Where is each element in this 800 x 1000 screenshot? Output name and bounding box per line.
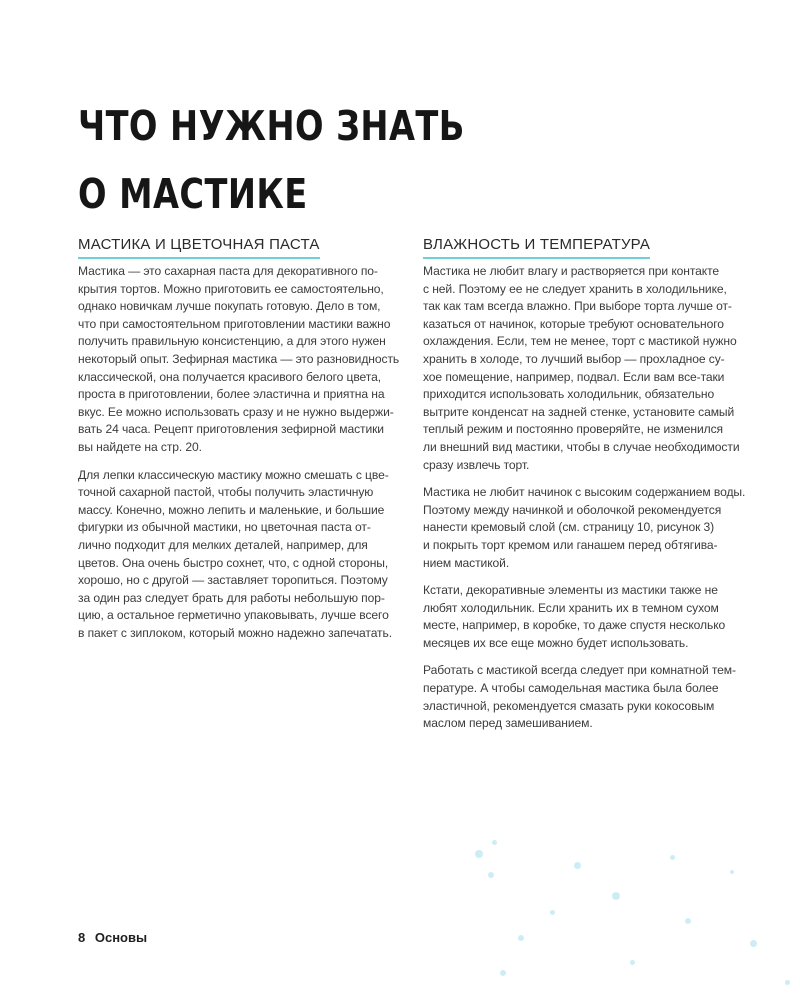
text-line: точной сахарной пастой, чтобы получить эластичную <box>78 485 374 500</box>
text-line: проста в приготовлении, более эластична и приятна на <box>78 387 385 402</box>
text-line: с ней. Поэтому ее не следует хранить в холодильнике, <box>423 281 727 296</box>
text-line: цию, а остальное герметично упаковывать, лучше всего <box>78 608 389 623</box>
bubble-decoration <box>670 855 675 860</box>
text-line: за один раз следует брать для работы небольшую пор- <box>78 590 385 605</box>
text-line: сразу извлечь торт. <box>423 457 530 472</box>
decorative-bubbles <box>430 800 800 1000</box>
bubble-decoration <box>630 960 635 965</box>
text-line: вкус. Ее можно использовать сразу и не нужно выдержи- <box>78 404 394 419</box>
text-line: что при самостоятельном приготовлении мастики важно <box>78 316 391 331</box>
text-line: пературе. А чтобы самодельная мастика была более <box>423 681 719 696</box>
text-line: нием мастикой. <box>423 555 510 570</box>
text-line: месяцев их все еще можно будет использовать. <box>423 635 689 650</box>
text-line: охлаждения. Если, тем не менее, торт с мастикой нужно <box>423 334 737 349</box>
text-line: цветов. Она очень быстро сохнет, что, с одной стороны, <box>78 555 389 570</box>
text-line: вытрите конденсат на задней стенке, установите самый <box>423 404 735 419</box>
text-line: Работать с мастикой всегда следует при комнатной тем- <box>423 663 736 678</box>
text-line: хранить в холоде, то лучший выбор — прохладное су- <box>423 351 725 366</box>
text-line: Мастика — это сахарная паста для декоративного по- <box>78 264 378 278</box>
text-line: Для лепки классическую мастику можно смешать с цве- <box>78 467 389 482</box>
right-paragraph-4 <box>423 662 736 732</box>
page-title-line-2: О МАСТИКЕ <box>78 170 308 218</box>
text-line: Поэтому между начинкой и оболочкой рекомендуется <box>423 502 722 517</box>
left-paragraph-1 <box>78 263 400 457</box>
text-line: некоторый опыт. Зефирная мастика — это разновидность <box>78 351 400 366</box>
right-paragraph-2 <box>423 484 746 572</box>
bubble-decoration <box>750 940 757 947</box>
text-line: любят холодильник. Если хранить их в темном сухом <box>423 600 719 615</box>
bubble-decoration <box>492 840 497 845</box>
right-paragraph-1 <box>423 263 740 474</box>
text-line: однако новичкам лучше покупать готовую. Дело в том, <box>78 299 381 314</box>
bubble-decoration <box>518 935 524 941</box>
text-line: хое помещение, например, подвал. Если вам все-таки <box>423 369 725 384</box>
text-line: нанести кремовый слой (см. страницу 10, рисунок 3) <box>423 520 715 535</box>
text-line: вы найдете на стр. 20. <box>78 439 202 454</box>
text-line: получить правильную консистенцию, а для этого нужен <box>78 334 386 349</box>
section-name: Основы <box>94 930 148 945</box>
bubble-decoration <box>500 970 506 976</box>
left-column <box>78 236 400 652</box>
text-line: лично подходит для мелких деталей, например, для <box>78 537 368 552</box>
text-line: классической, она получается красивого белого цвета, <box>78 369 381 384</box>
bubble-decoration <box>685 918 691 924</box>
page-footer <box>78 930 153 945</box>
text-line: Кстати, декоративные элементы из мастики также не <box>423 583 718 598</box>
bubble-decoration <box>550 910 555 915</box>
text-line: месте, например, в коробке, то даже спустя несколько <box>423 618 726 633</box>
text-line: Мастика не любит начинок с высоким содержанием воды. <box>423 485 746 500</box>
bubble-decoration <box>730 870 734 874</box>
page-title-line-1: ЧТО НУЖНО ЗНАТЬ <box>78 102 465 150</box>
text-line: вать 24 часа. Рецепт приготовления зефирной мастики <box>78 422 384 437</box>
text-line: крытия тортов. Можно приготовить ее самостоятельно, <box>78 281 384 296</box>
section-heading-mastic-paste: МАСТИКА И ЦВЕТОЧНАЯ ПАСТА <box>78 236 320 259</box>
text-line: маслом перед замешиванием. <box>423 716 593 731</box>
page-title <box>78 92 537 228</box>
bubble-decoration <box>475 850 483 858</box>
bubble-decoration <box>574 862 581 869</box>
text-line: приходится использовать холодильник, обязательно <box>423 387 715 402</box>
text-line: в пакет с зиплоком, который можно надежно запечатать. <box>78 625 392 640</box>
section-heading-humidity-temperature: ВЛАЖНОСТЬ И ТЕМПЕРАТУРА <box>423 236 650 259</box>
text-line: теплый режим и постоянно проверяйте, не изменился <box>423 422 723 437</box>
text-line: казаться от начинок, которые требуют основательного <box>423 316 724 331</box>
right-column <box>423 236 746 743</box>
bubble-decoration <box>488 872 494 878</box>
bubble-decoration <box>785 980 790 985</box>
text-line: массу. Конечно, можно лепить и маленькие, и большие <box>78 502 385 517</box>
text-line: ли внешний вид мастики, чтобы в случае необходимости <box>423 439 740 454</box>
text-line: так как там всегда влажно. При выборе торта лучше от- <box>423 299 732 314</box>
text-line: и покрыть торт кремом или ганашем перед обтягива- <box>423 537 718 552</box>
text-line: хорошо, но с другой — заставляет торопиться. Поэтому <box>78 573 388 588</box>
left-paragraph-2 <box>78 467 392 643</box>
right-paragraph-3 <box>423 582 733 652</box>
page-number: 8 <box>78 930 86 945</box>
bubble-decoration <box>612 892 620 900</box>
text-line: фигурки из обычной мастики, но цветочная паста от- <box>78 520 371 535</box>
text-line: эластичной, рекомендуется смазать руки кокосовым <box>423 698 715 713</box>
text-line: Мастика не любит влагу и растворяется при контакте <box>423 264 720 278</box>
